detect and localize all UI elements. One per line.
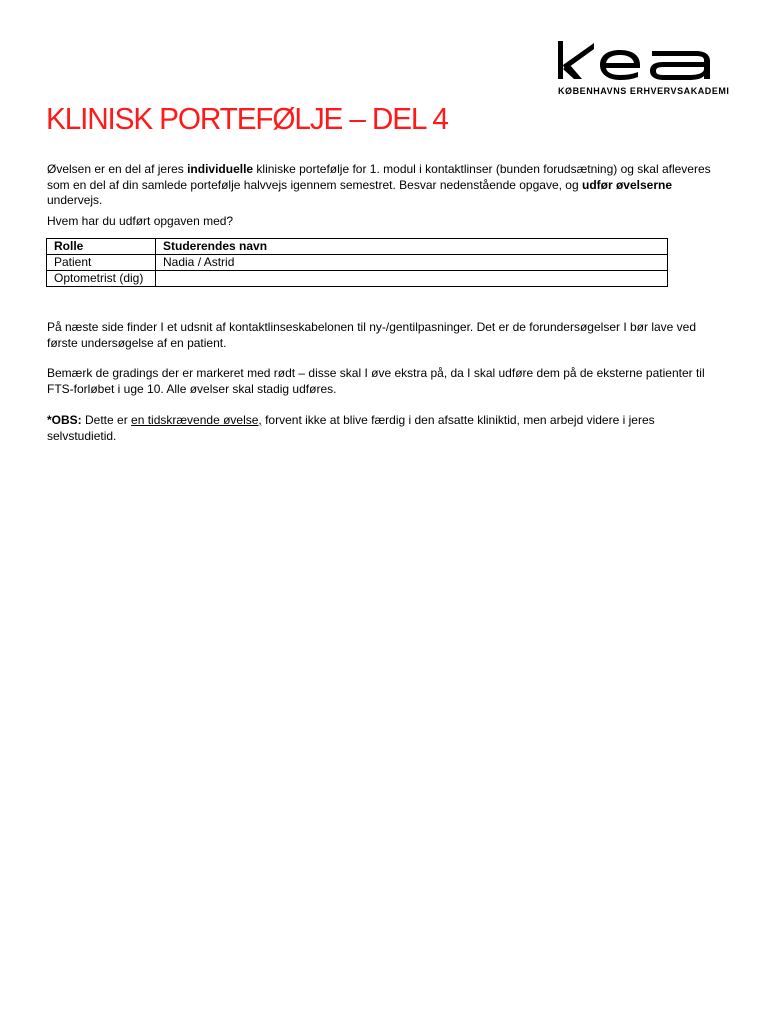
header-cell-name: Studerendes navn	[156, 239, 668, 255]
logo-subtitle: KØBENHAVNS ERHVERVSAKADEMI	[558, 86, 730, 96]
roles-table	[46, 238, 668, 287]
intro-text-1: Øvelsen er en del af jeres	[47, 162, 188, 176]
table-header-row	[47, 239, 668, 255]
obs-text-2: forvent ikke at blive færdig i den afsatte kliniktid, men arbejd videre i jeres selvstudietid.	[47, 413, 655, 443]
obs-text-1: Dette er	[81, 413, 132, 427]
question-text: Hvem har du udført opgaven med?	[47, 214, 234, 228]
intro-bold-individuelle: individuelle	[187, 162, 254, 176]
kea-logo	[556, 41, 730, 97]
intro-text-3: undervejs.	[47, 193, 103, 207]
page-title: KLINISK PORTEFØLJE – DEL 4	[46, 101, 448, 136]
cell-role: Patient	[47, 255, 156, 271]
obs-underlined: en tidskrævende øvelse,	[131, 413, 262, 427]
intro-paragraph	[47, 162, 727, 209]
cell-name[interactable]	[156, 271, 668, 287]
note-paragraph: Bemærk de gradings der er markeret med rødt – disse skal I øve ekstra på, da I skal udføre dem på de eksterne patienter til FTS-forløbet i uge 10. Alle øvelser skal stadig udføres.	[47, 366, 705, 396]
obs-label: *OBS:	[47, 413, 82, 427]
table-row	[47, 271, 668, 287]
table-row	[47, 255, 668, 271]
intro-bold-udfor: udfør øvelserne	[581, 177, 673, 192]
kea-wordmark-icon	[556, 41, 714, 83]
obs-paragraph	[47, 413, 727, 444]
header-cell-role: Rolle	[47, 239, 156, 255]
intro-text-2: kliniske portefølje for 1. modul i kontaktlinser (bunden forudsætning) og skal afleveres som en del af din samlede portefølje halvvejs igennem semestret. Besvar nedenstående opgave, og	[47, 162, 711, 192]
cell-name[interactable]: Nadia / Astrid	[156, 255, 668, 271]
cell-role: Optometrist (dig)	[47, 271, 156, 287]
next-page-paragraph: På næste side finder I et udsnit af kontaktlinseskabelonen til ny-/gentilpasninger. Det er de forundersøgelser I bør lave ved første undersøgelse af en patient.	[47, 320, 697, 350]
